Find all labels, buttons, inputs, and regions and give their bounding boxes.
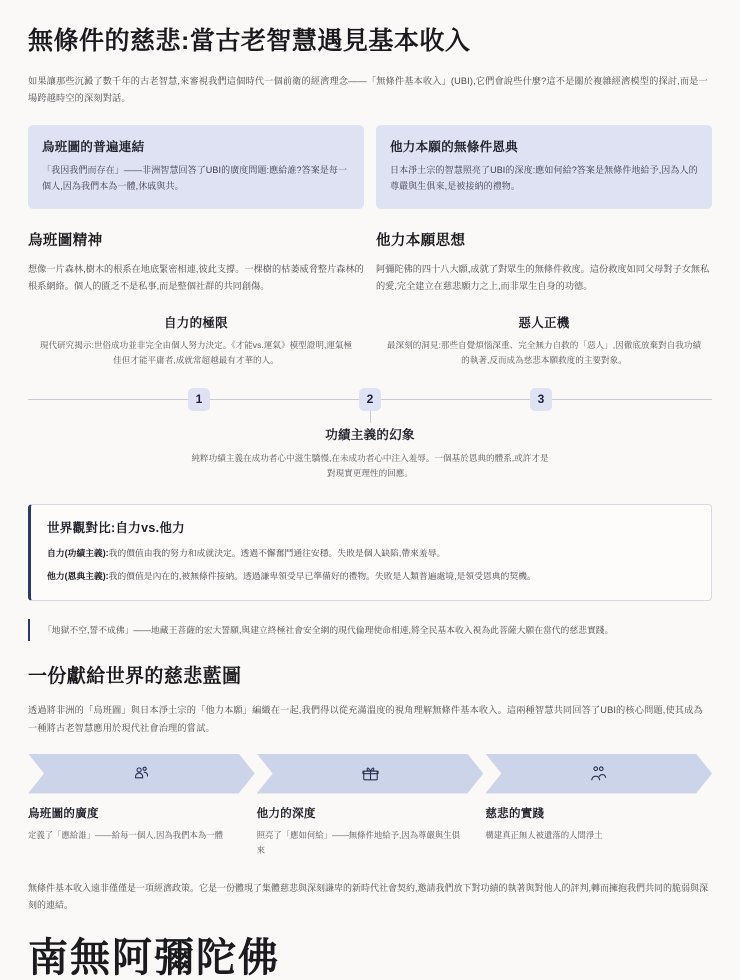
compare-line-tariki — [47, 569, 695, 585]
worldview-compare-box — [28, 504, 712, 602]
timeline — [28, 313, 712, 482]
blueprint-chevron-row — [28, 754, 712, 794]
compare-text: 我的價值是內在的,被無條件接納。透過謙卑領受早已準備好的禮物。失敗是人類普遍處境,是領受恩典的契機。 — [108, 571, 536, 582]
compare-label: 自力(功績主義): — [47, 547, 109, 558]
helping-hands-icon — [589, 764, 608, 783]
column-title: 他力本願思想 — [376, 232, 466, 249]
prose-column-row — [28, 229, 712, 295]
compare-line-jiriki — [47, 546, 695, 562]
card-title: 烏班圖的普遍連結 — [42, 140, 145, 155]
page-title: 無條件的慈悲:當古老智慧遇見基本收入 — [28, 27, 471, 55]
blueprint-label-ubuntu — [28, 805, 255, 858]
timeline-item-title: 自力的極限 — [163, 315, 228, 330]
compare-label: 他力(恩典主義): — [47, 571, 109, 582]
chevron-step-practice — [485, 754, 712, 794]
intro-paragraph: 如果讓那些沉澱了數千年的古老智慧,來審視我們這個時代一個前衛的經濟理念——「無條件基本收入」(UBI),它們會說些什麼?這不是關於複雜經濟模型的探討,而是一場跨越時空的深刻對話。 — [28, 76, 708, 104]
closing-paragraph: 無條件基本收入遠非僅僅是一項經濟政策。它是一份體現了集體慈悲與深刻謙卑的新時代社會契約,邀請我們放下對功績的執著與對他人的評判,轉而擁抱我們共同的脆弱與深刻的連結。 — [28, 882, 709, 910]
timeline-item-desc: 最深刻的洞見:那些自覺煩惱深重、完全無力自救的「惡人」,因徹底放棄對自我功績的執著,反而成為慈悲本願救度的主要對象。 — [386, 339, 702, 366]
highlight-card-row — [28, 125, 712, 208]
blueprint-heading: 一份獻給世界的慈悲藍圖 — [28, 666, 242, 688]
blueprint-label-row — [28, 805, 712, 858]
chevron-step-ubuntu — [28, 754, 255, 794]
blueprint-label-practice — [485, 805, 712, 858]
gift-icon — [361, 764, 380, 783]
step-title: 他力的深度 — [256, 807, 316, 820]
blueprint-intro: 透過將非洲的「烏班圖」與日本淨土宗的「他力本願」編織在一起,我們得以從充滿溫度的視角理解無條件基本收入。這兩種智慧共同回答了UBI的核心問題,使其成為一種將古老智慧應用於現代社會治理的嘗試。 — [28, 705, 703, 733]
step-title: 烏班圖的廣度 — [28, 807, 99, 820]
timeline-item-title: 惡人正機 — [518, 315, 570, 330]
timeline-marker-3[interactable]: 3 — [530, 388, 552, 411]
timeline-item-3 — [376, 313, 712, 369]
timeline-item-1 — [28, 313, 364, 369]
column-title: 烏班圖精神 — [28, 232, 103, 249]
timeline-item-desc: 純粹功績主義在成功者心中滋生驕慢,在未成功者心中注入羞辱。一個基於恩典的體系,或許才是對現實更理性的回應。 — [191, 452, 549, 479]
card-title: 他力本願的無條件恩典 — [390, 140, 519, 155]
prose-column-ubuntu — [28, 229, 364, 295]
highlight-card-ubuntu — [28, 125, 364, 208]
step-desc: 照亮了「應如何給」——無條件地給予,因為尊嚴與生俱來 — [256, 829, 460, 855]
prose-column-tariki — [376, 229, 712, 295]
card-body: 日本淨土宗的智慧照亮了UBI的深度:應如何給?答案是無條件地給予,因為人的尊嚴與生俱來,是被接納的禮物。 — [390, 165, 698, 192]
timeline-stem — [370, 411, 371, 423]
pull-quote: 「地獄不空,誓不成佛」——地藏王菩薩的宏大誓願,與建立終極社會安全網的現代倫理使命相連,將全民基本收入視為此菩薩大願在當代的慈悲實踐。 — [28, 619, 712, 641]
timeline-item-2 — [28, 425, 712, 482]
step-desc: 構建真正無人被遺落的人間淨土 — [485, 829, 603, 840]
chevron-step-gift — [257, 754, 484, 794]
card-body: 「我因我們而存在」——非洲智慧回答了UBI的廣度問題:應給誰?答案是每一個人,因為我們本為一體,休戚與共。 — [42, 165, 348, 192]
people-group-icon — [132, 764, 151, 783]
column-body: 阿彌陀佛的四十八大願,成就了對眾生的無條件救度。這份救度如同父母對子女無私的愛,完全建立在慈悲願力之上,而非眾生自身的功德。 — [376, 263, 710, 291]
timeline-axis — [28, 383, 712, 417]
timeline-marker-1[interactable]: 1 — [188, 388, 210, 411]
timeline-item-title: 功績主義的幻象 — [325, 427, 415, 442]
step-title: 慈悲的實踐 — [485, 807, 545, 820]
compare-title: 世界觀對比:自力vs.他力 — [47, 520, 185, 535]
timeline-marker-2[interactable]: 2 — [359, 388, 381, 411]
timeline-top-row — [28, 313, 712, 369]
highlight-card-tariki — [376, 125, 712, 208]
mantra-text: 南無阿彌陀佛 — [28, 935, 280, 980]
blueprint-label-tariki — [257, 805, 484, 858]
compare-text: 我的價值由我的努力和成就決定。透過不懈奮鬥通往安穩。失敗是個人缺陷,帶來羞辱。 — [108, 547, 446, 558]
column-body: 想像一片森林,樹木的根系在地底緊密相連,彼此支撐。一棵樹的枯萎威脅整片森林的根系網絡。個人的匱乏不是私事,而是整個社群的共同創傷。 — [28, 263, 364, 291]
step-desc: 定義了「應給誰」——給每一個人,因為我們本為一體 — [28, 829, 223, 840]
timeline-item-desc: 現代研究揭示:世俗成功並非完全由個人努力決定。《才能vs.運氣》模型證明,運氣極佳但才能平庸者,成就常超越最有才華的人。 — [39, 339, 353, 366]
